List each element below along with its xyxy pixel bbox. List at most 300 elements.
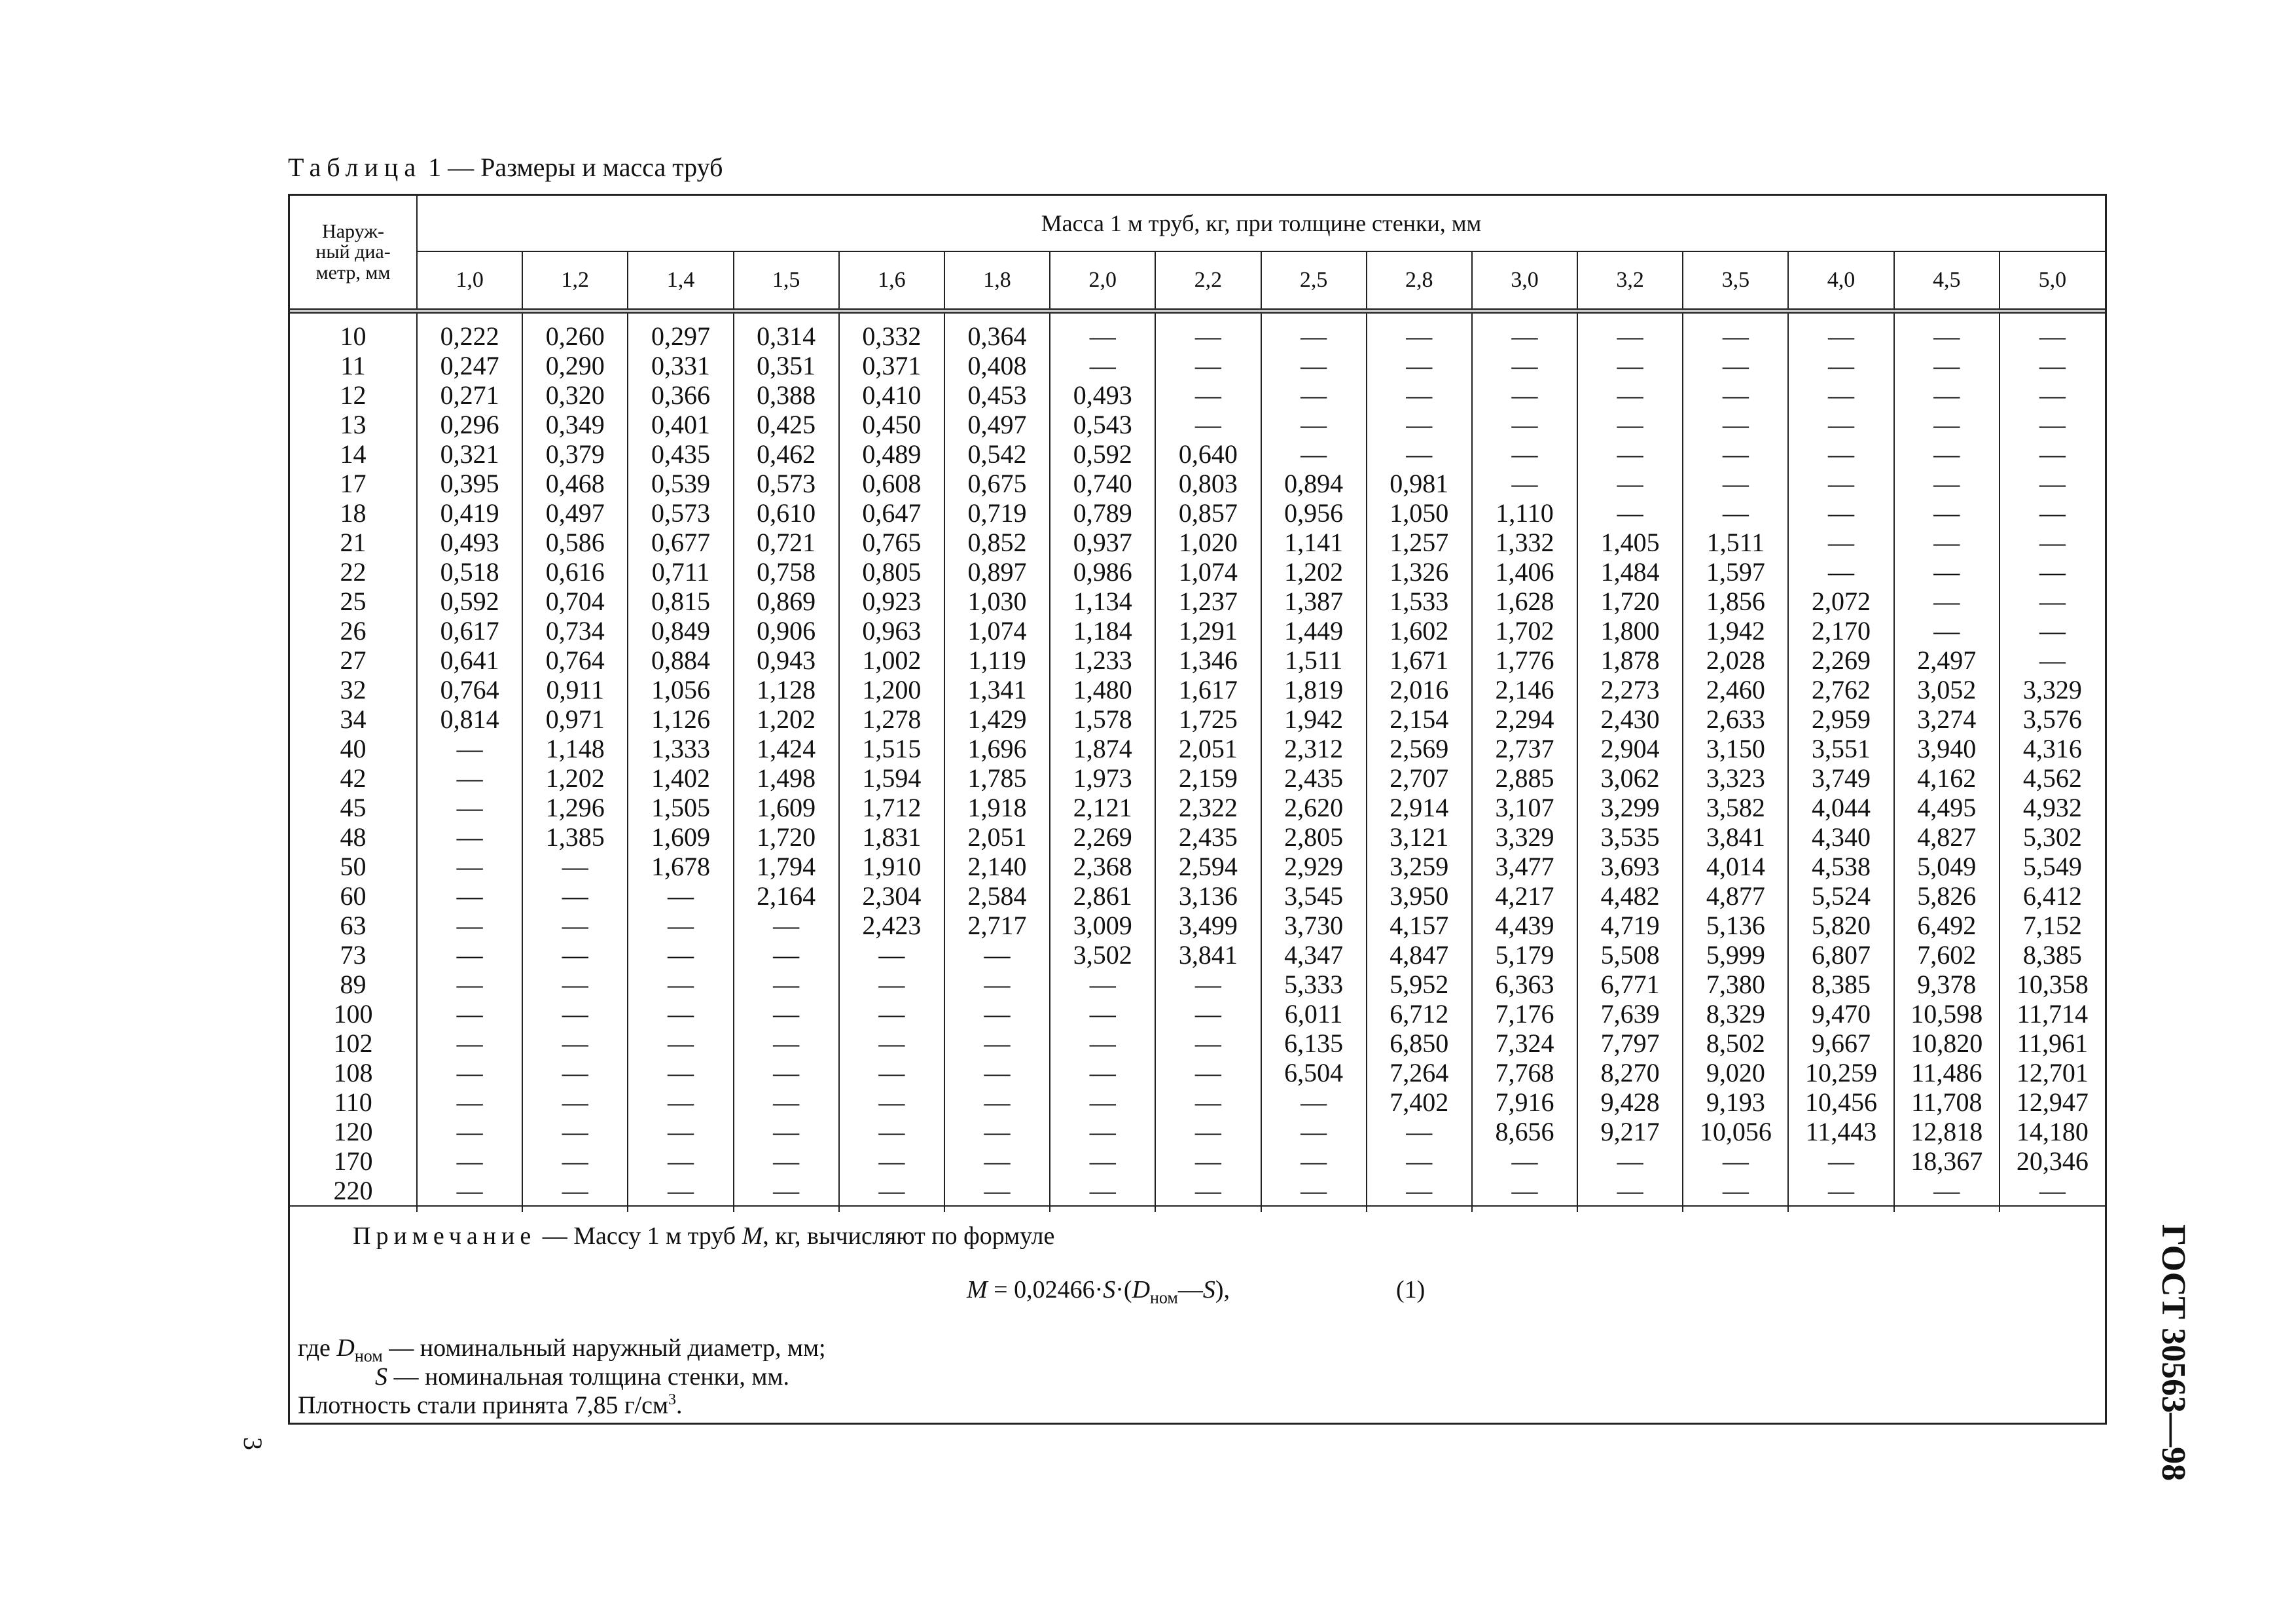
- mass-cell: 3,009: [1050, 911, 1155, 940]
- where-text: — номинальный наружный диаметр, мм;: [382, 1334, 826, 1362]
- mass-cell: 2,914: [1367, 793, 1472, 822]
- mass-cell: —: [522, 940, 628, 970]
- mass-cell: —: [1261, 351, 1367, 380]
- mass-cell: 3,749: [1788, 763, 1893, 793]
- mass-cell: —: [522, 911, 628, 940]
- mass-cell: —: [1894, 380, 2000, 410]
- mass-cell: 0,894: [1261, 469, 1367, 498]
- mass-cell: 0,906: [734, 616, 839, 646]
- mass-cell: 0,320: [522, 380, 628, 410]
- mass-cell: 2,322: [1155, 793, 1261, 822]
- mass-cell: 0,937: [1050, 528, 1155, 557]
- mass-cell: 0,610: [734, 498, 839, 528]
- mass-cell: 1,856: [1683, 587, 1788, 616]
- mass-cell: —: [1472, 380, 1577, 410]
- mass-cell: 1,785: [944, 763, 1050, 793]
- mass-cell: —: [1894, 410, 2000, 439]
- mass-cell: 2,460: [1683, 675, 1788, 704]
- note-intro: [353, 1224, 1054, 1249]
- mass-cell: 4,877: [1683, 881, 1788, 911]
- mass-cell: 1,148: [522, 734, 628, 763]
- diameter-cell: 108: [333, 1057, 373, 1087]
- diameter-cell: 63: [340, 910, 367, 940]
- mass-cell: —: [1683, 1146, 1788, 1176]
- mass-cell: 8,270: [1577, 1058, 1683, 1087]
- table-row: [290, 380, 2105, 410]
- mass-cell: —: [1577, 1176, 1683, 1212]
- mass-cell: 0,351: [734, 351, 839, 380]
- mass-cell: 1,257: [1367, 528, 1472, 557]
- mass-cell: 3,052: [1894, 675, 2000, 704]
- mass-cell: 2,269: [1050, 822, 1155, 852]
- mass-cell: —: [628, 999, 733, 1029]
- mass-cell: 0,542: [944, 439, 1050, 469]
- diameter-cell: 21: [340, 527, 367, 557]
- mass-cell: 9,378: [1894, 970, 2000, 999]
- mass-cell: —: [1261, 380, 1367, 410]
- mass-cell: —: [839, 1117, 944, 1146]
- mass-cell: 12,947: [2000, 1087, 2105, 1117]
- mass-cell: 0,371: [839, 351, 944, 380]
- mass-formula: [967, 1277, 1230, 1307]
- mass-cell: 10,598: [1894, 999, 2000, 1029]
- mass-cell: 0,332: [839, 311, 944, 351]
- mass-cell: 0,497: [522, 498, 628, 528]
- mass-cell: 0,543: [1050, 410, 1155, 439]
- mass-cell: —: [1472, 311, 1577, 351]
- mass-cell: 4,316: [2000, 734, 2105, 763]
- mass-cell: 20,346: [2000, 1146, 2105, 1176]
- mass-cell: —: [1894, 616, 2000, 646]
- mass-cell: 1,776: [1472, 646, 1577, 675]
- mass-cell: —: [417, 1176, 522, 1212]
- mass-cell: —: [1683, 498, 1788, 528]
- mass-cell: —: [1788, 557, 1893, 587]
- mass-cell: 6,011: [1261, 999, 1367, 1029]
- mass-cell: 1,110: [1472, 498, 1577, 528]
- mass-cell: 1,346: [1155, 646, 1261, 675]
- formula-lhs: M: [967, 1276, 988, 1304]
- mass-cell: 4,719: [1577, 911, 1683, 940]
- mass-cell: 11,714: [2000, 999, 2105, 1029]
- mass-cell: 2,584: [944, 881, 1050, 911]
- table-row: [290, 881, 2105, 911]
- mass-cell: —: [1894, 498, 2000, 528]
- mass-cell: 11,708: [1894, 1087, 2000, 1117]
- mass-cell: 5,136: [1683, 911, 1788, 940]
- mass-cell: 1,609: [734, 793, 839, 822]
- mass-cell: —: [417, 999, 522, 1029]
- diameter-cell: 14: [340, 439, 367, 469]
- mass-cell: 0,857: [1155, 498, 1261, 528]
- mass-cell: 3,582: [1683, 793, 1788, 822]
- mass-cell: —: [1894, 528, 2000, 557]
- mass-cell: 0,943: [734, 646, 839, 675]
- mass-cell: 2,904: [1577, 734, 1683, 763]
- mass-cell: —: [522, 970, 628, 999]
- mass-cell: 0,314: [734, 311, 839, 351]
- mass-cell: 1,910: [839, 852, 944, 881]
- mass-cell: —: [944, 1176, 1050, 1212]
- mass-cell: 1,794: [734, 852, 839, 881]
- diameter-cell: 220: [333, 1175, 373, 1205]
- mass-cell: 1,918: [944, 793, 1050, 822]
- mass-cell: 2,051: [944, 822, 1050, 852]
- mass-cell: —: [1261, 1176, 1367, 1212]
- mass-cell: —: [734, 970, 839, 999]
- mass-cell: 11,961: [2000, 1029, 2105, 1058]
- mass-cell: —: [1050, 1058, 1155, 1087]
- page-number: 3: [238, 1437, 268, 1450]
- diameter-cell: 12: [340, 380, 367, 410]
- mass-cell: —: [417, 734, 522, 763]
- mass-cell: 2,497: [1894, 646, 2000, 675]
- mass-cell: —: [522, 1087, 628, 1117]
- mass-cell: 1,702: [1472, 616, 1577, 646]
- mass-cell: 1,406: [1472, 557, 1577, 587]
- mass-cell: —: [1788, 410, 1893, 439]
- diameter-cell: 45: [340, 792, 367, 822]
- thickness-header-cell: 1,5: [734, 251, 839, 311]
- s-text: — номинальная толщина стенки, мм.: [387, 1363, 789, 1391]
- mass-cell: 18,367: [1894, 1146, 2000, 1176]
- mass-cell: 0,852: [944, 528, 1050, 557]
- thickness-header-row: [290, 251, 2105, 311]
- mass-cell: —: [1155, 1029, 1261, 1058]
- table-row: [290, 970, 2105, 999]
- mass-cell: —: [417, 881, 522, 911]
- mass-cell: 3,950: [1367, 881, 1472, 911]
- mass-cell: 2,929: [1261, 852, 1367, 881]
- mass-cell: —: [1472, 410, 1577, 439]
- note-intro-suffix: , кг, вычисляют по формуле: [762, 1222, 1055, 1250]
- mass-cell: 2,737: [1472, 734, 1577, 763]
- mass-cell: 1,602: [1367, 616, 1472, 646]
- mass-cell: 0,884: [628, 646, 733, 675]
- mass-cell: 0,321: [417, 439, 522, 469]
- mass-cell: 2,633: [1683, 704, 1788, 734]
- mass-cell: 1,119: [944, 646, 1050, 675]
- mass-cell: —: [1367, 1117, 1472, 1146]
- thickness-header-cell: 3,0: [1472, 251, 1577, 311]
- mass-cell: —: [1788, 528, 1893, 557]
- mass-cell: —: [1472, 351, 1577, 380]
- mass-cell: —: [1577, 498, 1683, 528]
- formula-eq: = 0,02466·: [987, 1276, 1103, 1304]
- mass-cell: 0,734: [522, 616, 628, 646]
- mass-cell: 0,462: [734, 439, 839, 469]
- table-row: [290, 646, 2105, 675]
- mass-cell: 1,126: [628, 704, 733, 734]
- mass-cell: 4,847: [1367, 940, 1472, 970]
- mass-cell: 1,874: [1050, 734, 1155, 763]
- diameter-cell: 34: [340, 704, 367, 734]
- mass-cell: 0,640: [1155, 439, 1261, 469]
- mass-cell: —: [1577, 380, 1683, 410]
- mass-cell: 2,717: [944, 911, 1050, 940]
- mass-cell: —: [628, 1117, 733, 1146]
- thickness-header-cell: 1,8: [944, 251, 1050, 311]
- mass-cell: 1,020: [1155, 528, 1261, 557]
- note-where-s: [375, 1364, 789, 1389]
- mass-cell: —: [2000, 410, 2105, 439]
- mass-cell: 0,247: [417, 351, 522, 380]
- diameter-cell: 102: [333, 1028, 373, 1058]
- mass-cell: —: [1367, 410, 1472, 439]
- mass-cell: 11,486: [1894, 1058, 2000, 1087]
- mass-cell: 2,170: [1788, 616, 1893, 646]
- caption-label: Таблица: [288, 153, 422, 182]
- formula-s: S: [1103, 1276, 1116, 1304]
- mass-table: [290, 196, 2105, 1212]
- mass-cell: 0,758: [734, 557, 839, 587]
- mass-cell: 9,193: [1683, 1087, 1788, 1117]
- mass-cell: 7,324: [1472, 1029, 1577, 1058]
- mass-cell: —: [417, 1087, 522, 1117]
- mass-cell: 9,020: [1683, 1058, 1788, 1087]
- mass-cell: 2,154: [1367, 704, 1472, 734]
- mass-cell: 0,981: [1367, 469, 1472, 498]
- mass-cell: 3,502: [1050, 940, 1155, 970]
- mass-cell: 3,841: [1155, 940, 1261, 970]
- table-row: [290, 1029, 2105, 1058]
- mass-cell: 1,480: [1050, 675, 1155, 704]
- mass-cell: 4,538: [1788, 852, 1893, 881]
- mass-cell: 6,850: [1367, 1029, 1472, 1058]
- mass-cell: —: [1155, 351, 1261, 380]
- mass-cell: 1,511: [1683, 528, 1788, 557]
- mass-cell: 1,402: [628, 763, 733, 793]
- mass-cell: 6,771: [1577, 970, 1683, 999]
- diameter-cell: 73: [340, 939, 367, 970]
- mass-cell: —: [1261, 311, 1367, 351]
- mass-cell: 0,518: [417, 557, 522, 587]
- mass-cell: 1,233: [1050, 646, 1155, 675]
- mass-cell: 7,639: [1577, 999, 1683, 1029]
- mass-cell: —: [1050, 1029, 1155, 1058]
- mass-cell: —: [1261, 439, 1367, 469]
- mass-cell: —: [839, 1029, 944, 1058]
- mass-cell: —: [1367, 380, 1472, 410]
- mass-cell: —: [734, 1087, 839, 1117]
- mass-cell: 1,831: [839, 822, 944, 852]
- mass-cell: 2,072: [1788, 587, 1893, 616]
- diameter-cell: 17: [340, 468, 367, 498]
- mass-cell: 1,296: [522, 793, 628, 822]
- mass-cell: —: [1155, 311, 1261, 351]
- mass-cell: —: [1683, 380, 1788, 410]
- mass-cell: 1,725: [1155, 704, 1261, 734]
- mass-cell: 7,402: [1367, 1087, 1472, 1117]
- mass-cell: 0,805: [839, 557, 944, 587]
- table-row: [290, 734, 2105, 763]
- diameter-cell: 42: [340, 763, 367, 793]
- mass-cell: —: [417, 940, 522, 970]
- mass-cell: 4,495: [1894, 793, 2000, 822]
- mass-cell: 1,074: [944, 616, 1050, 646]
- table-row: [290, 675, 2105, 704]
- mass-cell: —: [628, 881, 733, 911]
- mass-cell: 8,385: [1788, 970, 1893, 999]
- mass-cell: 2,304: [839, 881, 944, 911]
- mass-cell: 0,721: [734, 528, 839, 557]
- table-row: [290, 1117, 2105, 1146]
- note-density: [298, 1392, 683, 1418]
- mass-cell: 3,150: [1683, 734, 1788, 763]
- thickness-header-cell: 2,8: [1367, 251, 1472, 311]
- mass-cell: —: [1683, 351, 1788, 380]
- mass-cell: 8,329: [1683, 999, 1788, 1029]
- mass-cell: 3,299: [1577, 793, 1683, 822]
- mass-cell: 0,260: [522, 311, 628, 351]
- mass-cell: —: [1577, 351, 1683, 380]
- thickness-header-cell: 5,0: [2000, 251, 2105, 311]
- mass-cell: —: [417, 1117, 522, 1146]
- mass-cell: —: [734, 999, 839, 1029]
- mass-cell: 1,484: [1577, 557, 1683, 587]
- mass-cell: 4,439: [1472, 911, 1577, 940]
- diameter-cell: 10: [340, 321, 367, 351]
- table-caption: [288, 155, 723, 181]
- note-intro-var: M: [742, 1222, 763, 1250]
- mass-cell: —: [839, 1146, 944, 1176]
- table-row: [290, 852, 2105, 881]
- mass-cell: —: [1894, 439, 2000, 469]
- mass-cell: 0,331: [628, 351, 733, 380]
- mass-cell: —: [1788, 311, 1893, 351]
- where-prefix: где: [298, 1334, 337, 1362]
- mass-cell: 2,016: [1367, 675, 1472, 704]
- mass-cell: —: [944, 1058, 1050, 1087]
- mass-cell: 0,711: [628, 557, 733, 587]
- table-row: [290, 557, 2105, 587]
- mass-cell: 1,515: [839, 734, 944, 763]
- mass-cell: 1,385: [522, 822, 628, 852]
- mass-group-header: Масса 1 м труб, кг, при толщине стенки, мм: [417, 196, 2105, 251]
- mass-cell: 0,849: [628, 616, 733, 646]
- mass-cell: 0,586: [522, 528, 628, 557]
- mass-cell: 1,326: [1367, 557, 1472, 587]
- equation-number: (1): [1396, 1276, 1426, 1304]
- mass-cell: 1,800: [1577, 616, 1683, 646]
- mass-cell: —: [1367, 351, 1472, 380]
- thickness-header-cell: 3,5: [1683, 251, 1788, 311]
- mass-cell: —: [2000, 498, 2105, 528]
- mass-cell: 0,986: [1050, 557, 1155, 587]
- mass-cell: 1,134: [1050, 587, 1155, 616]
- thickness-header-cell: 4,0: [1788, 251, 1893, 311]
- mass-cell: 4,340: [1788, 822, 1893, 852]
- table-row: [290, 587, 2105, 616]
- mass-cell: —: [1683, 311, 1788, 351]
- mass-cell: —: [1683, 410, 1788, 439]
- mass-cell: 5,549: [2000, 852, 2105, 881]
- mass-cell: 10,056: [1683, 1117, 1788, 1146]
- table-header: [290, 196, 2105, 311]
- mass-cell: 3,940: [1894, 734, 2000, 763]
- mass-cell: 2,294: [1472, 704, 1577, 734]
- mass-cell: 7,916: [1472, 1087, 1577, 1117]
- mass-cell: 10,820: [1894, 1029, 2000, 1058]
- mass-cell: —: [417, 1029, 522, 1058]
- where-sub: ном: [354, 1346, 383, 1366]
- thickness-header-cell: 1,4: [628, 251, 733, 311]
- table-row: [290, 1058, 2105, 1087]
- mass-cell: 1,597: [1683, 557, 1788, 587]
- mass-cell: 2,028: [1683, 646, 1788, 675]
- mass-cell: 0,366: [628, 380, 733, 410]
- thickness-header-cell: 3,2: [1577, 251, 1683, 311]
- mass-cell: 0,608: [839, 469, 944, 498]
- mass-cell: 0,539: [628, 469, 733, 498]
- mass-cell: 3,693: [1577, 852, 1683, 881]
- mass-cell: 2,368: [1050, 852, 1155, 881]
- mass-cell: 2,594: [1155, 852, 1261, 881]
- mass-cell: 0,379: [522, 439, 628, 469]
- mass-cell: —: [1155, 970, 1261, 999]
- diameter-cell: 11: [340, 350, 366, 380]
- mass-cell: —: [522, 1058, 628, 1087]
- table-row: [290, 1087, 2105, 1117]
- mass-cell: 2,051: [1155, 734, 1261, 763]
- mass-cell: 0,395: [417, 469, 522, 498]
- mass-cell: 3,730: [1261, 911, 1367, 940]
- mass-cell: 0,641: [417, 646, 522, 675]
- mass-cell: 1,056: [628, 675, 733, 704]
- mass-cell: 0,869: [734, 587, 839, 616]
- mass-cell: —: [1155, 1117, 1261, 1146]
- mass-cell: 0,349: [522, 410, 628, 439]
- table-row: [290, 911, 2105, 940]
- diameter-cell: 170: [333, 1146, 373, 1176]
- mass-cell: —: [1788, 439, 1893, 469]
- mass-table-frame: [288, 194, 2107, 1425]
- table-row: [290, 498, 2105, 528]
- mass-cell: —: [1894, 311, 2000, 351]
- mass-cell: 0,814: [417, 704, 522, 734]
- table-row: [290, 616, 2105, 646]
- mass-cell: 1,942: [1683, 616, 1788, 646]
- mass-cell: 10,456: [1788, 1087, 1893, 1117]
- mass-cell: 1,030: [944, 587, 1050, 616]
- mass-cell: 0,297: [628, 311, 733, 351]
- mass-cell: 5,826: [1894, 881, 2000, 911]
- mass-cell: —: [944, 1087, 1050, 1117]
- mass-cell: 1,449: [1261, 616, 1367, 646]
- mass-cell: 0,453: [944, 380, 1050, 410]
- mass-cell: 0,401: [628, 410, 733, 439]
- diameter-cell: 110: [334, 1087, 372, 1117]
- mass-cell: —: [839, 999, 944, 1029]
- mass-cell: 1,074: [1155, 557, 1261, 587]
- mass-cell: 6,807: [1788, 940, 1893, 970]
- table-row: [290, 822, 2105, 852]
- mass-cell: —: [2000, 1176, 2105, 1212]
- table-row: [290, 940, 2105, 970]
- mass-cell: 2,959: [1788, 704, 1893, 734]
- mass-cell: —: [944, 999, 1050, 1029]
- mass-cell: —: [839, 1176, 944, 1212]
- mass-cell: —: [522, 1117, 628, 1146]
- mass-cell: 2,140: [944, 852, 1050, 881]
- caption-text: 1 — Размеры и масса труб: [428, 153, 723, 182]
- table-row: [290, 793, 2105, 822]
- mass-cell: 1,712: [839, 793, 944, 822]
- mass-cell: 0,616: [522, 557, 628, 587]
- mass-cell: —: [734, 1058, 839, 1087]
- note-intro-prefix: — Массу 1 м труб: [536, 1222, 742, 1250]
- formula-d: D: [1132, 1276, 1151, 1304]
